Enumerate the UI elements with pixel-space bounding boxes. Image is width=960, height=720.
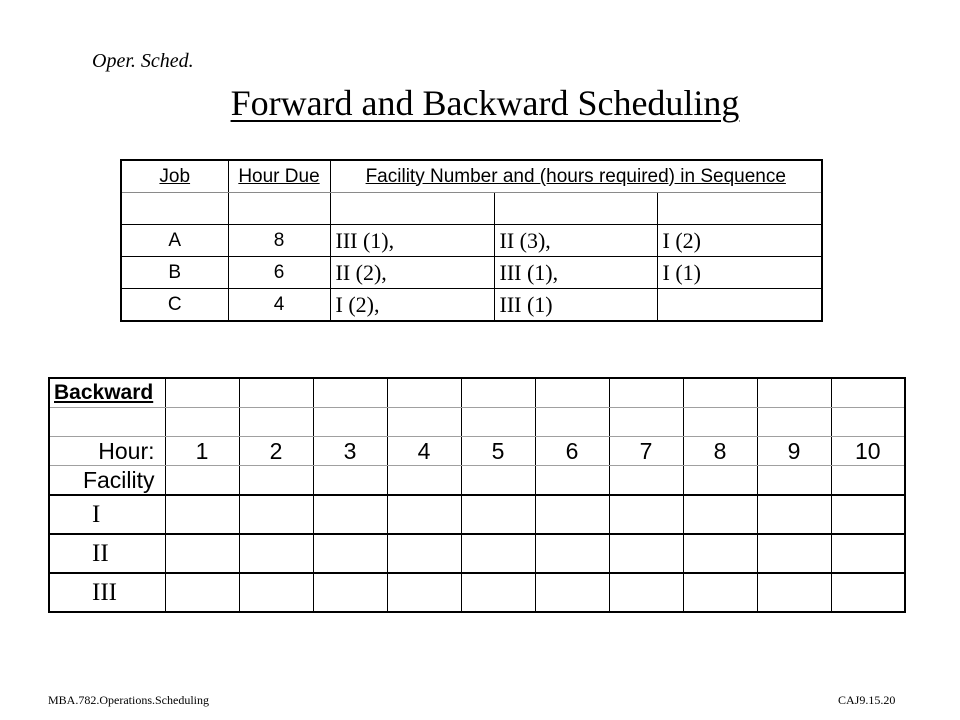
section-label: Oper. Sched. <box>92 50 194 72</box>
table-row <box>121 289 822 322</box>
footer-slide-code: CAJ9.15.20 <box>838 693 896 707</box>
facility-name: II <box>49 534 165 573</box>
sequence-cell: II (2), <box>330 257 494 289</box>
sequence-cell: III (1), <box>330 225 494 257</box>
jobs-header-row <box>121 160 822 193</box>
facility-row <box>49 573 905 612</box>
sequence-cell: II (3), <box>494 225 657 257</box>
header-facility-sequence: Facility Number and (hours required) in Sequence <box>330 160 822 193</box>
table-row <box>121 225 822 257</box>
sequence-cell: I (2) <box>657 225 822 257</box>
backward-spacer-row <box>49 408 905 437</box>
hour-row <box>49 437 905 466</box>
facility-row <box>49 495 905 534</box>
facility-label: Facility <box>49 466 165 496</box>
header-hour-due: Hour Due <box>228 160 330 193</box>
sequence-cell: III (1), <box>494 257 657 289</box>
header-job: Job <box>121 160 228 193</box>
hour-due-cell: 8 <box>228 225 330 257</box>
job-cell: A <box>121 225 228 257</box>
facility-header-row <box>49 466 905 496</box>
facility-name: I <box>49 495 165 534</box>
job-cell: B <box>121 257 228 289</box>
jobs-table <box>120 159 823 322</box>
facility-name: III <box>49 573 165 612</box>
hour-cell: 7 <box>609 437 683 466</box>
hour-due-cell: 6 <box>228 257 330 289</box>
hour-label: Hour: <box>49 437 165 466</box>
hour-cell: 2 <box>239 437 313 466</box>
sequence-cell: III (1) <box>494 289 657 322</box>
backward-schedule-table <box>48 377 906 613</box>
hour-cell: 1 <box>165 437 239 466</box>
footer-course-code: MBA.782.Operations.Scheduling <box>48 693 209 707</box>
backward-title-row <box>49 378 905 408</box>
sequence-cell <box>657 289 822 322</box>
hour-cell: 3 <box>313 437 387 466</box>
backward-title: Backward <box>49 378 165 408</box>
job-cell: C <box>121 289 228 322</box>
hour-cell: 9 <box>757 437 831 466</box>
hour-cell: 4 <box>387 437 461 466</box>
hour-cell: 5 <box>461 437 535 466</box>
hour-due-cell: 4 <box>228 289 330 322</box>
table-row <box>121 257 822 289</box>
slide-title: Forward and Backward Scheduling <box>230 83 740 123</box>
hour-cell: 10 <box>831 437 905 466</box>
sequence-cell: I (1) <box>657 257 822 289</box>
facility-row <box>49 534 905 573</box>
sequence-cell: I (2), <box>330 289 494 322</box>
hour-cell: 6 <box>535 437 609 466</box>
hour-cell: 8 <box>683 437 757 466</box>
jobs-spacer-row <box>121 193 822 225</box>
